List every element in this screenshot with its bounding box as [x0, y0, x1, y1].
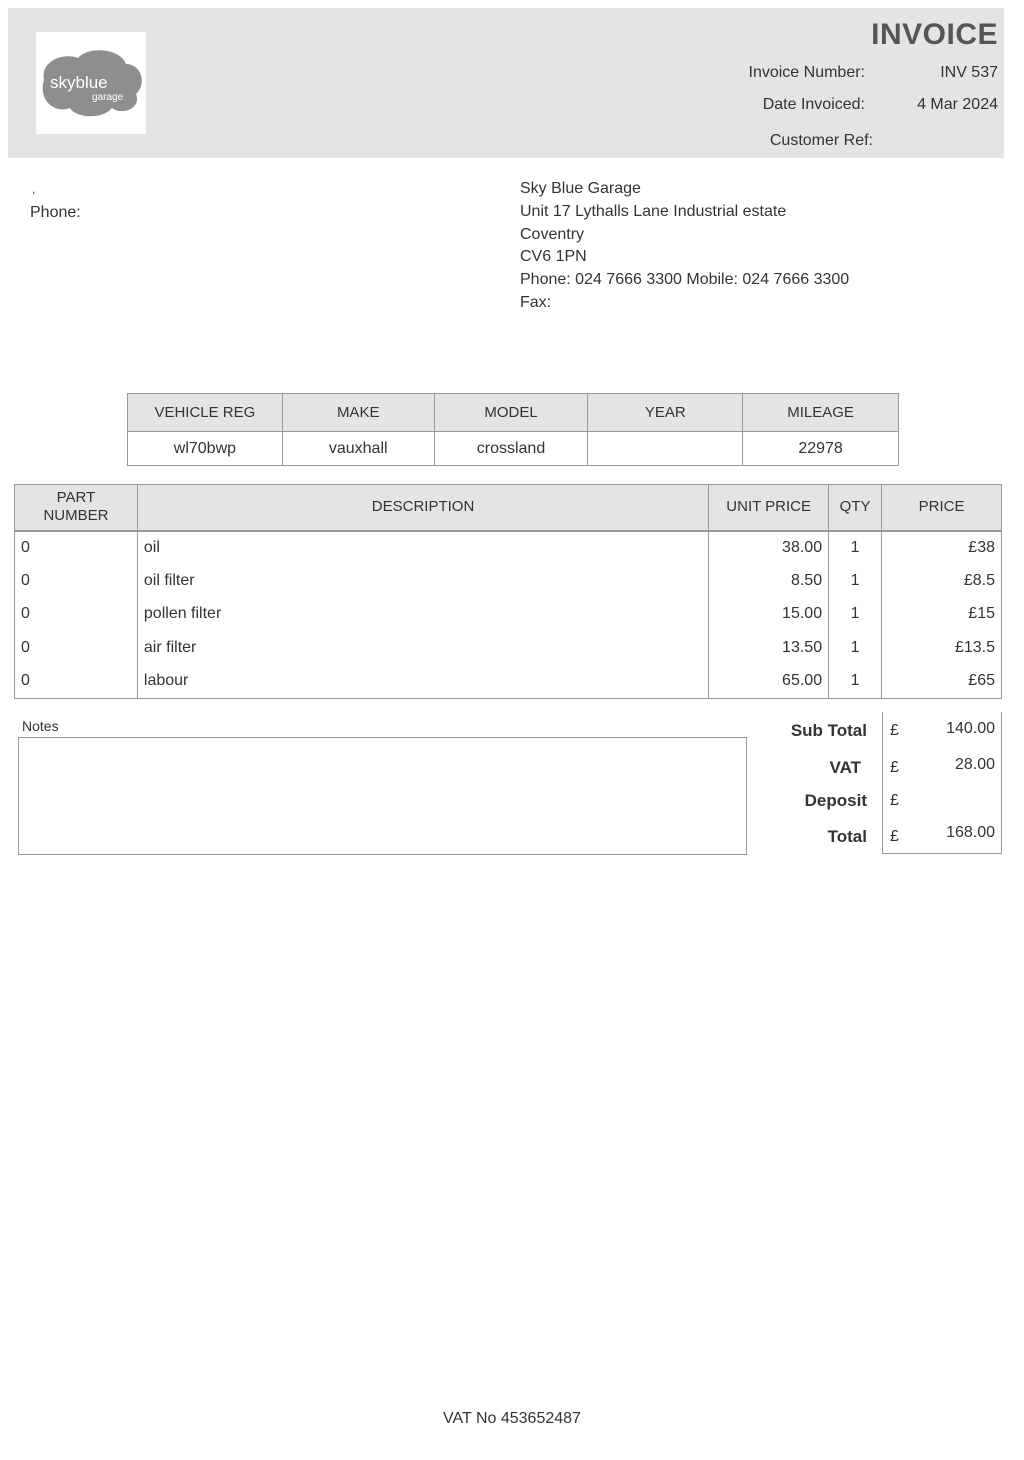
vat-label: VAT: [829, 758, 861, 777]
table-row: [15, 564, 1002, 598]
line-price: £15: [882, 598, 1002, 632]
unit-price: 8.50: [709, 564, 829, 598]
subtotal-value: 140.00: [946, 720, 995, 737]
make-value: vauxhall: [282, 432, 434, 466]
quantity: 1: [829, 531, 882, 565]
quantity: 1: [829, 598, 882, 632]
col-make: MAKE: [282, 394, 434, 432]
part-number: 0: [15, 665, 138, 699]
date-invoiced: 4 Mar 2024: [917, 96, 998, 113]
invoice-title: INVOICE: [871, 18, 998, 51]
part-number: 0: [15, 631, 138, 665]
line-price: £8.5: [882, 564, 1002, 598]
garage-fax-label: Fax:: [520, 293, 552, 311]
table-row: [15, 598, 1002, 632]
vehicle-reg-value: wl70bwp: [128, 432, 283, 466]
quantity: 1: [829, 564, 882, 598]
col-part-number-line1: PART: [56, 489, 96, 507]
customer-phone-label: Phone:: [30, 204, 81, 221]
date-invoiced-label: Date Invoiced:: [762, 96, 865, 113]
col-year: YEAR: [588, 394, 743, 432]
col-qty: QTY: [829, 485, 882, 531]
col-price: PRICE: [882, 485, 1002, 531]
notes-label: Notes: [22, 718, 59, 734]
quantity: 1: [829, 631, 882, 665]
invoice-number-label: Invoice Number:: [748, 64, 865, 81]
garage-street: Unit 17 Lythalls Lane Industrial estate: [520, 202, 787, 220]
deposit-label: Deposit: [804, 791, 867, 810]
item-description: oil: [137, 531, 708, 565]
line-price: £13.5: [882, 631, 1002, 665]
garage-address: [520, 178, 849, 315]
invoice-number: INV 537: [940, 64, 998, 81]
col-model: MODEL: [434, 394, 588, 432]
part-number: 0: [15, 531, 138, 565]
model-value: crossland: [434, 432, 588, 466]
garage-name: Sky Blue Garage: [520, 180, 641, 197]
item-description: pollen filter: [137, 598, 708, 632]
garage-city: Coventry: [520, 225, 585, 243]
part-number: 0: [15, 598, 138, 632]
garage-postcode: CV6 1PN: [520, 248, 587, 266]
col-unit-price: UNIT PRICE: [709, 485, 829, 531]
vat-number: VAT No 453652487: [443, 1410, 581, 1427]
deposit-currency: £: [890, 792, 899, 809]
unit-price: 38.00: [709, 531, 829, 565]
col-vehicle-reg: VEHICLE REG: [128, 394, 283, 432]
parts-table: [14, 484, 1002, 699]
item-description: air filter: [137, 631, 708, 665]
garage-phone: Phone: 024 7666 3300 Mobile: 024 7666 3300: [520, 271, 850, 289]
year-value: [588, 432, 743, 466]
cloud-logo-icon: [36, 32, 146, 134]
col-part-number: [15, 485, 138, 531]
table-row: [15, 665, 1002, 699]
company-logo: [36, 32, 146, 134]
vat-currency: £: [890, 759, 899, 776]
vehicle-table: [127, 393, 899, 466]
logo-subtext: garage: [92, 92, 124, 103]
logo-text: skyblue: [50, 73, 108, 92]
unit-price: 13.50: [709, 631, 829, 665]
vat-value: 28.00: [954, 756, 995, 773]
table-row: [15, 631, 1002, 665]
total-value: 168.00: [946, 824, 995, 841]
line-price: £38: [882, 531, 1002, 565]
item-description: oil filter: [137, 564, 708, 598]
mileage-value: 22978: [743, 432, 899, 466]
subtotal-currency: £: [890, 722, 899, 739]
vehicle-header-row: [128, 394, 899, 432]
unit-price: 15.00: [709, 598, 829, 632]
parts-header-row: [15, 485, 1002, 531]
table-row: [15, 531, 1002, 565]
total-currency: £: [890, 828, 899, 845]
notes-box: [18, 737, 747, 855]
vehicle-value-row: [128, 432, 899, 466]
item-description: labour: [137, 665, 708, 699]
unit-price: 65.00: [709, 665, 829, 699]
line-price: £65: [882, 665, 1002, 699]
part-number: 0: [15, 564, 138, 598]
customer-name: ,: [32, 182, 36, 196]
col-mileage: MILEAGE: [743, 394, 899, 432]
quantity: 1: [829, 665, 882, 699]
total-label: Total: [827, 827, 867, 846]
col-part-number-line2: NUMBER: [43, 507, 109, 525]
customer-ref-label: Customer Ref:: [769, 132, 873, 149]
col-description: DESCRIPTION: [137, 485, 708, 531]
subtotal-label: Sub Total: [790, 721, 867, 740]
